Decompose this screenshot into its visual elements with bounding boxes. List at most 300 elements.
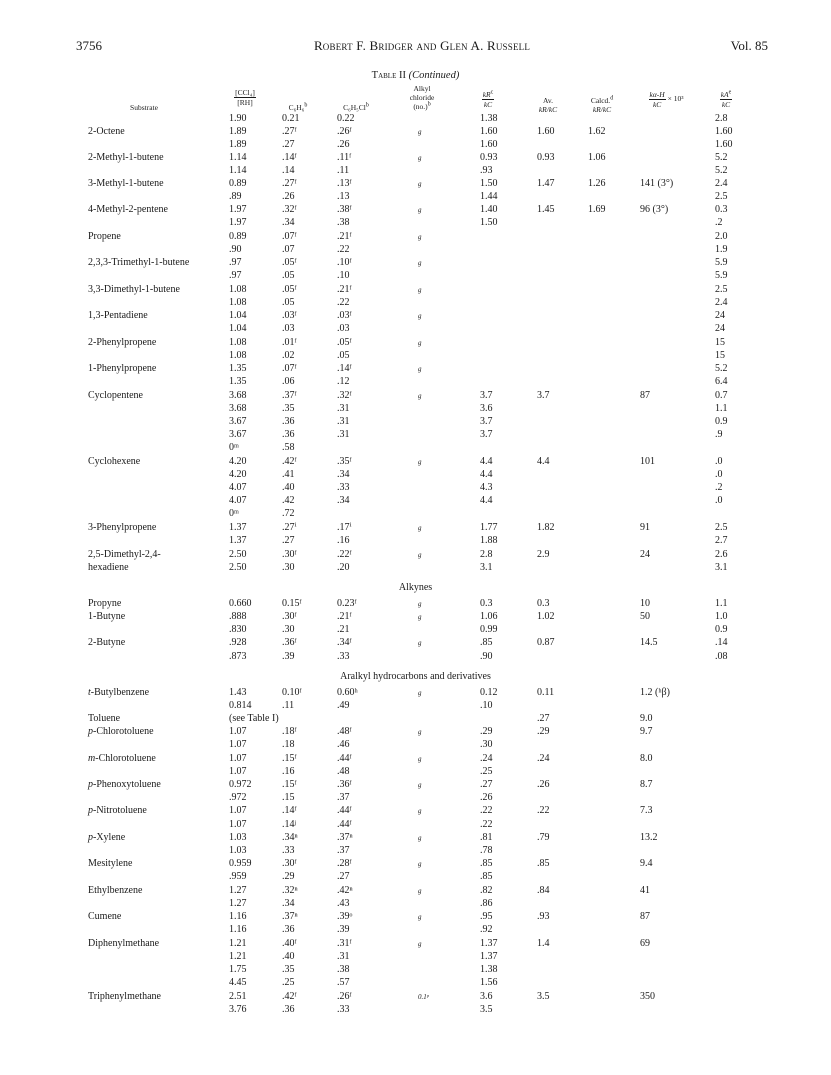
alkyl-chloride-cell: g [418, 807, 422, 815]
alkyl-chloride-cell: g [418, 755, 422, 763]
average-cell: 1.47 [537, 178, 555, 189]
header-alkyl-sup: b [427, 101, 431, 108]
ccl-rh-cell: 1.04 [229, 310, 247, 321]
average-cell: 0.93 [537, 152, 555, 163]
c6h6-cell: .26 [282, 191, 295, 202]
c6h6-cell: .37ᶠ [282, 390, 297, 401]
ccl-rh-cell: 0ᵐ [229, 442, 239, 453]
k-alpha-h-cell: 41 [640, 885, 650, 896]
ccl-rh-cell: 3.67 [229, 416, 247, 427]
alkyl-chloride-cell: g [418, 781, 422, 789]
substrate-cell: hexadiene [88, 562, 129, 573]
kr-kc-cell: 0.12 [480, 687, 498, 698]
c6h5cl-cell: .03ᶠ [337, 310, 352, 321]
kr-kc-cell: 1.60 [480, 126, 498, 137]
c6h5cl-cell: .46 [337, 739, 350, 750]
c6h6-cell: .34ⁿ [282, 832, 298, 843]
c6h6-cell: .34 [282, 217, 295, 228]
substrate-cell: Propene [88, 231, 121, 242]
ccl-rh-cell: 1.07 [229, 726, 247, 737]
calculated-cell: 1.69 [588, 204, 606, 215]
c6h6-cell: .27 [282, 139, 295, 150]
ccl-rh-cell: 4.07 [229, 482, 247, 493]
ccl-rh-cell: .90 [229, 244, 242, 255]
k-alpha-h-cell: 50 [640, 611, 650, 622]
c6h6-cell: .30ᶠ [282, 549, 297, 560]
c6h6-cell: .72 [282, 508, 295, 519]
kr-kc-cell: .22 [480, 819, 493, 830]
ka-kc-cell: .2 [715, 482, 723, 493]
alkyl-chloride-cell: g [418, 365, 422, 373]
c6h5cl-cell: .38 [337, 964, 350, 975]
c6h6-cell: .15 [282, 792, 295, 803]
average-cell: 4.4 [537, 456, 550, 467]
c6h6-cell: .41 [282, 469, 295, 480]
volume-label: Vol. 85 [730, 38, 768, 53]
ccl-rh-cell: 1.97 [229, 217, 247, 228]
substrate-cell: m-Chlorotoluene [88, 753, 156, 764]
kr-kc-cell: 1.88 [480, 535, 498, 546]
kr-kc-cell: 1.37 [480, 951, 498, 962]
c6h6-cell: .07ᶠ [282, 231, 297, 242]
substrate-cell: p-Phenoxytoluene [88, 779, 161, 790]
ka-kc-cell: 5.9 [715, 270, 728, 281]
ka-kc-cell: 2.4 [715, 178, 728, 189]
c6h6-cell: .07ᶠ [282, 363, 297, 374]
kr-kc-cell: .22 [480, 805, 493, 816]
average-cell: 1.82 [537, 522, 555, 533]
average-cell: .84 [537, 885, 550, 896]
ka-kc-cell: 2.5 [715, 522, 728, 533]
c6h6-cell: .30ᶠ [282, 858, 297, 869]
substrate-cell: 2,5-Dimethyl-2,4- [88, 549, 161, 560]
kr-kc-cell: .85 [480, 871, 493, 882]
alkyl-chloride-cell: g [418, 639, 422, 647]
c6h5cl-cell: 0.60ʰ [337, 687, 358, 698]
kr-kc-cell: .30 [480, 739, 493, 750]
c6h5cl-cell: .12 [337, 376, 350, 387]
average-cell: .26 [537, 779, 550, 790]
alkyl-chloride-cell: g [418, 834, 422, 842]
c6h5cl-cell: .38 [337, 217, 350, 228]
c6h6-cell: 0.15ᶠ [282, 598, 302, 609]
ka-kc-cell: .14 [715, 637, 728, 648]
c6h5cl-cell: .31 [337, 416, 350, 427]
k-alpha-h-cell: 10 [640, 598, 650, 609]
c6h6-cell: .29 [282, 871, 295, 882]
c6h5cl-cell: .37 [337, 792, 350, 803]
c6h5cl-cell: .31 [337, 951, 350, 962]
ka-kc-cell: 24 [715, 323, 725, 334]
average-cell: .22 [537, 805, 550, 816]
c6h5cl-cell: .21 [337, 624, 350, 635]
kr-kc-cell: .86 [480, 898, 493, 909]
alkyl-chloride-cell: g [418, 887, 422, 895]
k-alpha-h-cell: 8.7 [640, 779, 653, 790]
ccl-rh-cell: 1.37 [229, 522, 247, 533]
ka-kc-cell: 0.3 [715, 204, 728, 215]
ka-kc-cell: 5.2 [715, 165, 728, 176]
average-cell: .29 [537, 726, 550, 737]
c6h5cl-cell: .39 [337, 924, 350, 935]
c6h5cl-cell: .13ᶠ [337, 178, 352, 189]
k-alpha-h-cell: 9.4 [640, 858, 653, 869]
average-cell: .79 [537, 832, 550, 843]
substrate-cell: 1,3-Pentadiene [88, 310, 148, 321]
c6h6-cell: .18 [282, 739, 295, 750]
ka-kc-cell: 2.7 [715, 535, 728, 546]
ka-kc-cell: .2 [715, 217, 723, 228]
c6h6-cell: .01ᶠ [282, 337, 297, 348]
header-alkyl-line3: (no.) [413, 102, 428, 111]
kr-kc-cell: 3.7 [480, 429, 493, 440]
c6h6-cell: .34 [282, 898, 295, 909]
ccl-rh-cell: 1.14 [229, 165, 247, 176]
k-alpha-h-cell: 9.0 [640, 713, 653, 724]
alkyl-chloride-cell: g [418, 392, 422, 400]
ccl-rh-cell: 1.21 [229, 938, 247, 949]
ccl-rh-cell: 2.50 [229, 562, 247, 573]
average-cell: 2.9 [537, 549, 550, 560]
c6h6-cell: .32ⁿ [282, 885, 298, 896]
ka-kc-cell: 3.1 [715, 562, 728, 573]
substrate-cell: 1-Butyne [88, 611, 126, 622]
ccl-rh-cell: .972 [229, 792, 247, 803]
header-ccl-num: [CCl₄] [235, 88, 255, 97]
header-ka-num: kA [720, 90, 729, 99]
c6h6-cell: 0.10ᶠ [282, 687, 302, 698]
average-cell: 1.60 [537, 126, 555, 137]
ccl-rh-cell: 1.16 [229, 924, 247, 935]
c6h6-cell: .03ᶠ [282, 310, 297, 321]
kr-kc-cell: .82 [480, 885, 493, 896]
ccl-rh-cell: .888 [229, 611, 247, 622]
c6h5cl-cell: .20 [337, 562, 350, 573]
ka-kc-cell: 1.9 [715, 244, 728, 255]
c6h5cl-cell: .11 [337, 165, 350, 176]
ccl-rh-cell: 2.50 [229, 549, 247, 560]
alkyl-chloride-cell: g [418, 128, 422, 136]
kr-kc-cell: 4.4 [480, 469, 493, 480]
ka-kc-cell: 24 [715, 310, 725, 321]
average-cell: 1.45 [537, 204, 555, 215]
ccl-rh-cell: 1.03 [229, 845, 247, 856]
alkyl-chloride-cell: g [418, 180, 422, 188]
c6h5cl-cell: .44ᶠ [337, 819, 352, 830]
substrate-cell: Ethylbenzene [88, 885, 143, 896]
kr-kc-cell: .85 [480, 858, 493, 869]
c6h5cl-cell: .57 [337, 977, 350, 988]
kr-kc-cell: 1.56 [480, 977, 498, 988]
ccl-rh-cell: 1.89 [229, 139, 247, 150]
c6h6-cell: .07 [282, 244, 295, 255]
kr-kc-cell: 1.44 [480, 191, 498, 202]
substrate-cell: Cyclopentene [88, 390, 143, 401]
c6h5cl-cell: .38ᶠ [337, 204, 352, 215]
alkyl-chloride-cell: g [418, 600, 422, 608]
c6h6-cell: .06 [282, 376, 295, 387]
c6h5cl-cell: .27 [337, 871, 350, 882]
header-c6h5cl-text: C₆H₅Cl [343, 103, 366, 112]
c6h6-cell: .15ᶠ [282, 779, 297, 790]
average-cell: .85 [537, 858, 550, 869]
c6h6-cell: .42ᶠ [282, 456, 297, 467]
ka-kc-cell: 6.4 [715, 376, 728, 387]
c6h5cl-cell: .22 [337, 297, 350, 308]
kr-kc-cell: 1.37 [480, 938, 498, 949]
c6h5cl-cell: .05 [337, 350, 350, 361]
kr-kc-cell: 1.06 [480, 611, 498, 622]
c6h5cl-cell: .43 [337, 898, 350, 909]
kr-kc-cell: 1.38 [480, 113, 498, 124]
kr-kc-cell: 1.50 [480, 178, 498, 189]
calculated-cell: 1.06 [588, 152, 606, 163]
ka-kc-cell: 1.1 [715, 598, 728, 609]
ccl-rh-cell: 0ᵐ [229, 508, 239, 519]
ka-kc-cell: 1.1 [715, 403, 728, 414]
average-cell: 1.02 [537, 611, 555, 622]
ccl-rh-cell: 1.35 [229, 376, 247, 387]
section-heading: Aralkyl hydrocarbons and derivatives [340, 671, 491, 682]
kr-kc-cell: 3.1 [480, 562, 493, 573]
kr-kc-cell: .27 [480, 779, 493, 790]
c6h5cl-cell: 0.22 [337, 113, 355, 124]
header-calc-line2: kR/kC [592, 105, 612, 114]
alkyl-chloride-cell: g [418, 286, 422, 294]
c6h6-cell: .40 [282, 482, 295, 493]
c6h5cl-cell: .37ⁿ [337, 832, 353, 843]
ka-kc-cell: 2.5 [715, 284, 728, 295]
kr-kc-cell: .78 [480, 845, 493, 856]
c6h5cl-cell: .21ᶠ [337, 231, 352, 242]
alkyl-chloride-cell: g [418, 913, 422, 921]
c6h6-cell: .25 [282, 977, 295, 988]
c6h5cl-cell: .33 [337, 1004, 350, 1015]
kr-kc-cell: 0.3 [480, 598, 493, 609]
k-alpha-h-cell: 69 [640, 938, 650, 949]
header-kab-den: kC [652, 100, 662, 109]
substrate-cell: Cumene [88, 911, 122, 922]
c6h5cl-cell: .10 [337, 270, 350, 281]
c6h6-cell: .30 [282, 562, 295, 573]
kr-kc-cell: 4.3 [480, 482, 493, 493]
c6h6-cell: .36 [282, 1004, 295, 1015]
kr-kc-cell: .25 [480, 766, 493, 777]
substrate-cell: p-Xylene [88, 832, 126, 843]
k-alpha-h-cell: 8.0 [640, 753, 653, 764]
substrate-cell: Diphenylmethane [88, 938, 160, 949]
c6h6-cell: .14ᶠ [282, 805, 297, 816]
ccl-rh-cell: 1.16 [229, 911, 247, 922]
ccl-rh-cell: .89 [229, 191, 242, 202]
ccl-rh-cell: 1.37 [229, 535, 247, 546]
header-substrate: Substrate [130, 103, 158, 112]
ccl-rh-cell: 1.07 [229, 739, 247, 750]
ccl-rh-cell: 2.51 [229, 991, 247, 1002]
header-c6h6-text: C₆H₆ [288, 103, 305, 112]
kr-kc-cell: 0.93 [480, 152, 498, 163]
c6h6-cell: .36 [282, 429, 295, 440]
header-kr-sup: c [490, 89, 494, 96]
kr-kc-cell: .95 [480, 911, 493, 922]
ccl-rh-cell: 4.07 [229, 495, 247, 506]
kr-kc-cell: .24 [480, 753, 493, 764]
ccl-rh-cell: 1.43 [229, 687, 247, 698]
kr-kc-cell: 3.7 [480, 416, 493, 427]
kr-kc-cell: 4.4 [480, 456, 493, 467]
alkyl-chloride-cell: g [418, 940, 422, 948]
alkyl-chloride-cell: g [418, 551, 422, 559]
c6h5cl-cell: .11ᶠ [337, 152, 352, 163]
kr-kc-cell: 1.77 [480, 522, 498, 533]
kr-kc-cell: 1.60 [480, 139, 498, 150]
c6h5cl-cell: .31 [337, 429, 350, 440]
substrate-cell: 2,3,3-Trimethyl-1-butene [88, 257, 190, 268]
c6h5cl-cell: .49 [337, 700, 350, 711]
k-alpha-h-cell: 96 (3°) [640, 204, 669, 215]
ccl-rh-cell: (see Table I) [229, 713, 279, 724]
ka-kc-cell: 15 [715, 350, 725, 361]
ccl-rh-cell: 0.89 [229, 178, 247, 189]
c6h5cl-cell: .34 [337, 469, 350, 480]
header-c6h6-sup: b [304, 102, 308, 109]
calculated-cell: 1.62 [588, 126, 606, 137]
c6h6-cell: .14 [282, 165, 295, 176]
average-cell: .24 [537, 753, 550, 764]
alkyl-chloride-cell: g [418, 458, 422, 466]
k-alpha-h-cell: 350 [640, 991, 655, 1002]
ccl-rh-cell: 3.67 [229, 429, 247, 440]
ka-kc-cell: 1.60 [715, 126, 733, 137]
table-label: Table II [371, 70, 406, 81]
substrate-cell: t-Butylbenzene [88, 687, 150, 698]
substrate-cell: p-Chlorotoluene [88, 726, 154, 737]
c6h5cl-cell: 0.23ᶠ [337, 598, 357, 609]
kr-kc-cell: .81 [480, 832, 493, 843]
c6h5cl-cell: .31ᶠ [337, 938, 352, 949]
kr-kc-cell: .92 [480, 924, 493, 935]
c6h5cl-cell: .17ⁱ [337, 522, 352, 533]
average-cell: 0.11 [537, 687, 555, 698]
c6h5cl-cell: .26ᶠ [337, 991, 352, 1002]
header-av-line2: kR/kC [538, 105, 558, 114]
ccl-rh-cell: 0.660 [229, 598, 252, 609]
alkyl-chloride-cell: g [418, 259, 422, 267]
ccl-rh-cell: 1.27 [229, 898, 247, 909]
header-kr-num: kR [482, 90, 491, 99]
c6h6-cell: .05 [282, 270, 295, 281]
c6h5cl-cell: .05ᶠ [337, 337, 352, 348]
k-alpha-h-cell: 87 [640, 390, 650, 401]
header-c6h5cl-sup: b [365, 102, 369, 109]
c6h5cl-cell: .21ᶠ [337, 611, 352, 622]
page-number: 3756 [76, 38, 102, 53]
ka-kc-cell: 1.0 [715, 611, 728, 622]
ka-kc-cell: .9 [715, 429, 723, 440]
ccl-rh-cell: 1.04 [229, 323, 247, 334]
ka-kc-cell: .0 [715, 495, 723, 506]
ka-kc-cell: 0.9 [715, 416, 728, 427]
ccl-rh-cell: 1.07 [229, 753, 247, 764]
header-calc-line1: Calcd. [590, 96, 611, 105]
c6h5cl-cell: .33 [337, 482, 350, 493]
c6h6-cell: .14ʲ [282, 819, 297, 830]
substrate-cell: Triphenylmethane [88, 991, 161, 1002]
c6h5cl-cell: .42ⁿ [337, 885, 353, 896]
c6h6-cell: 0.21 [282, 113, 300, 124]
header-ka-sup: e [728, 89, 732, 96]
average-cell: .27 [537, 713, 550, 724]
substrate-cell: Propyne [88, 598, 122, 609]
c6h5cl-cell: .39ᵒ [337, 911, 353, 922]
k-alpha-h-cell: 141 (3°) [640, 178, 674, 189]
ka-kc-cell: 5.2 [715, 152, 728, 163]
ccl-rh-cell: 1.90 [229, 113, 247, 124]
c6h6-cell: .05ᶠ [282, 257, 297, 268]
running-title: Robert F. Bridger and Glen A. Russell [313, 38, 531, 53]
ka-kc-cell: 2.6 [715, 549, 728, 560]
ccl-rh-cell: 1.08 [229, 350, 247, 361]
kr-kc-cell: 3.7 [480, 390, 493, 401]
substrate-cell: 4-Methyl-2-pentene [88, 204, 168, 215]
ccl-rh-cell: 0.972 [229, 779, 252, 790]
c6h6-cell: .40ᶠ [282, 938, 297, 949]
alkyl-chloride-cell: g [418, 206, 422, 214]
header-alkyl-line1: Alkyl [413, 84, 431, 93]
c6h6-cell: .58 [282, 442, 295, 453]
k-alpha-h-cell: 91 [640, 522, 650, 533]
c6h6-cell: .42 [282, 495, 295, 506]
c6h6-cell: .35 [282, 964, 295, 975]
ccl-rh-cell: 1.21 [229, 951, 247, 962]
ccl-rh-cell: .830 [229, 624, 247, 635]
ccl-rh-cell: 1.07 [229, 819, 247, 830]
k-alpha-h-cell: 87 [640, 911, 650, 922]
substrate-cell: Mesitylene [88, 858, 133, 869]
alkyl-chloride-cell: g [418, 728, 422, 736]
substrate-cell: 2-Octene [88, 126, 125, 137]
ccl-rh-cell: 4.20 [229, 456, 247, 467]
k-alpha-h-cell: 14.5 [640, 637, 658, 648]
ccl-rh-cell: 1.89 [229, 126, 247, 137]
substrate-cell: 2-Phenylpropene [88, 337, 157, 348]
ka-kc-cell: 15 [715, 337, 725, 348]
kr-kc-cell: 3.6 [480, 991, 493, 1002]
header-kr-den: kC [483, 100, 493, 109]
ccl-rh-cell: .97 [229, 257, 242, 268]
kr-kc-cell: 4.4 [480, 495, 493, 506]
kr-kc-cell: .90 [480, 651, 493, 662]
c6h5cl-cell: .21ᶠ [337, 284, 352, 295]
alkyl-chloride-cell: g [418, 154, 422, 162]
ccl-rh-cell: 3.68 [229, 390, 247, 401]
c6h5cl-cell: .36ᶠ [337, 779, 352, 790]
substrate-cell: Cyclohexene [88, 456, 141, 467]
average-cell: 0.87 [537, 637, 555, 648]
k-alpha-h-cell: 9.7 [640, 726, 653, 737]
ka-kc-cell: 5.9 [715, 257, 728, 268]
ccl-rh-cell: .928 [229, 637, 247, 648]
c6h6-cell: .33 [282, 845, 295, 856]
c6h5cl-cell: .44ᶠ [337, 753, 352, 764]
ka-kc-cell: 2.8 [715, 113, 728, 124]
ccl-rh-cell: 1.35 [229, 363, 247, 374]
c6h5cl-cell: .33 [337, 651, 350, 662]
substrate-cell: 1-Phenylpropene [88, 363, 157, 374]
alkyl-chloride-cell: g [418, 860, 422, 868]
ka-kc-cell: 2.4 [715, 297, 728, 308]
c6h5cl-cell: .37 [337, 845, 350, 856]
